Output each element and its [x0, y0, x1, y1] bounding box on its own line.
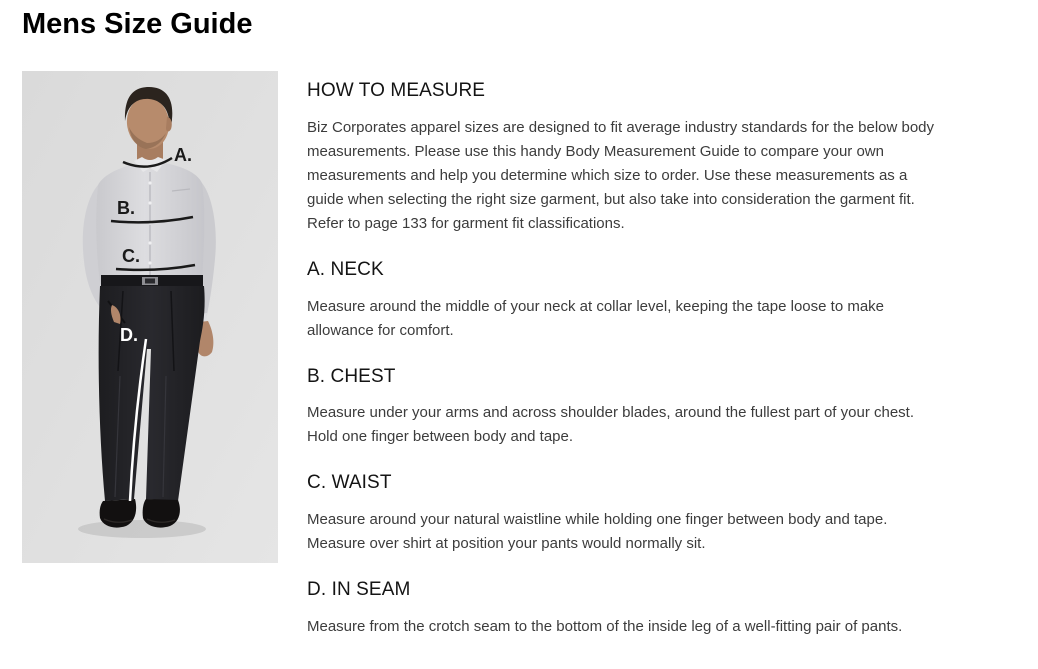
measure-instructions: [307, 71, 947, 638]
section-body-how-to-measure: Biz Corporates apparel sizes are designed to fit average industry standards for the below body measurements. Please use this handy Body Measurement Guide to compare your own measurements and help you determine which size to order. Use these measurements as a guide when selecting the right size garment, but also take into consideration the garment fit. Refer to page 133 for garment fit classifications.: [307, 118, 935, 232]
measurement-photo: [22, 71, 278, 563]
marker-a-label: A.: [174, 145, 192, 166]
section-heading-neck: A. NECK: [307, 258, 384, 280]
marker-d-label: D.: [120, 325, 138, 346]
section-body-inseam: Measure from the crotch seam to the bottom of the inside leg of a well-fitting pair of pants.: [307, 617, 903, 635]
section-body-waist: Measure around your natural waistline while holding one finger between body and tape. Measure over shirt at position your pants would normally sit.: [307, 511, 888, 552]
content-row: [22, 71, 1038, 638]
floor-shadow: [78, 520, 206, 538]
section-heading-chest: B. CHEST: [307, 365, 396, 387]
section-chest: [307, 365, 947, 450]
section-inseam: [307, 578, 947, 639]
section-heading-how-to-measure: HOW TO MEASURE: [307, 80, 486, 102]
section-neck: [307, 258, 947, 343]
section-body-neck: Measure around the middle of your neck at collar level, keeping the tape loose to make allowance for comfort.: [307, 297, 885, 339]
page-title: Mens Size Guide: [22, 8, 253, 40]
section-heading-waist: C. WAIST: [307, 472, 392, 494]
section-waist: [307, 471, 947, 556]
measurement-figure: [22, 71, 278, 563]
section-body-chest: Measure under your arms and across shoulder blades, around the fullest part of your chest. Hold one finger between body and tape.: [307, 404, 914, 446]
section-heading-inseam: D. IN SEAM: [307, 579, 411, 600]
section-how-to-measure: [307, 79, 947, 236]
marker-c-label: C.: [122, 246, 140, 267]
marker-b-label: B.: [117, 198, 135, 219]
